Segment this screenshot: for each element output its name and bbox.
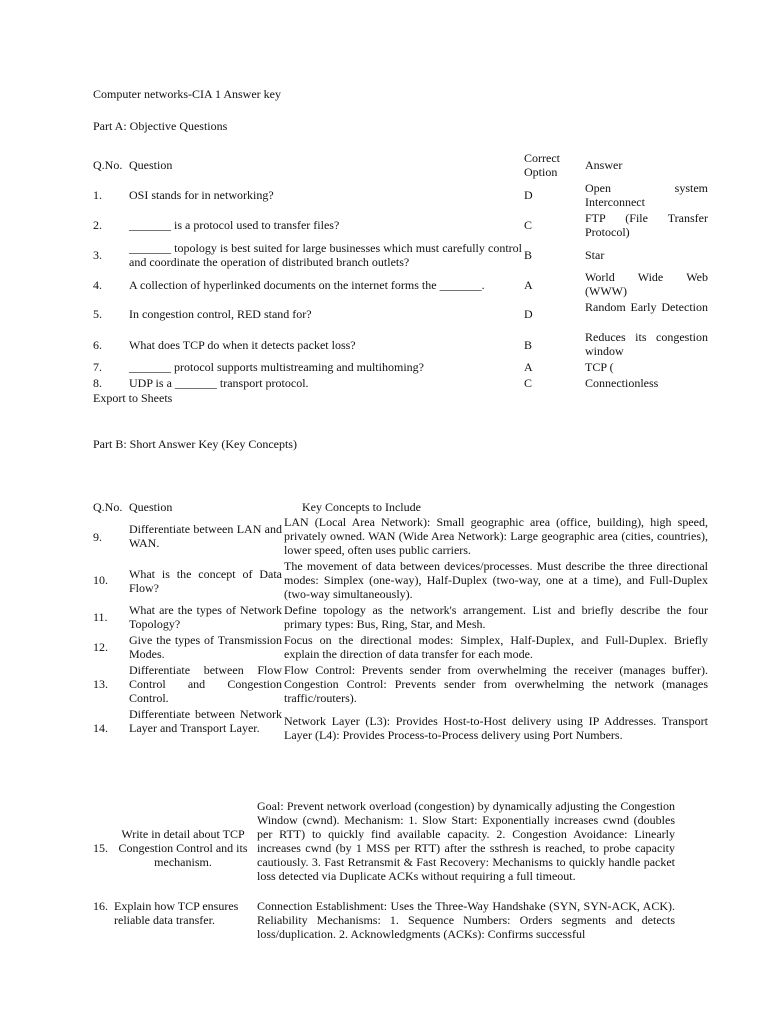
row-number: 7. bbox=[93, 360, 102, 374]
row-concepts: Connection Establishment: Uses the Three-Way Handshake (SYN, SYN-ACK, ACK). Reliability Mechanisms: 1. Sequence Numbers: Orders segments and detects loss/duplication. 2. Acknowledgments (ACKs): Confirms successful bbox=[257, 899, 675, 941]
part-a-header-option: Correct Option bbox=[524, 151, 560, 179]
row-concepts: Define topology as the network's arrangement. List and briefly describe the four primary types: Bus, Ring, Star, and Mesh. bbox=[284, 603, 708, 631]
row-question: OSI stands for in networking? bbox=[129, 188, 274, 202]
row-concepts: Flow Control: Prevents sender from overwhelming the receiver (manages buffer). Congestion Control: Prevents sender from overwhelming the network (manages traffic/routers). bbox=[284, 663, 708, 705]
row-number: 9. bbox=[93, 530, 102, 544]
row-number: 2. bbox=[93, 218, 102, 232]
row-option: D bbox=[524, 188, 533, 202]
row-option: C bbox=[524, 218, 533, 232]
row-option: C bbox=[524, 376, 533, 390]
row-question: A collection of hyperlinked documents on the internet forms the _______. bbox=[129, 278, 485, 292]
row-question: Differentiate between Flow Control and Congestion Control. bbox=[129, 663, 282, 705]
row-option: B bbox=[524, 338, 533, 352]
row-question: What does TCP do when it detects packet loss? bbox=[129, 338, 356, 352]
row-question: Give the types of Transmission Modes. bbox=[129, 633, 282, 661]
row-answer: World Wide Web (WWW) bbox=[585, 270, 708, 298]
row-concepts: LAN (Local Area Network): Small geographic area (office, building), high speed, privately owned. WAN (Wide Area Network): Large geographic area (cities, countries), lower speed, often uses public carriers. bbox=[284, 515, 708, 557]
row-question: Explain how TCP ensures reliable data transfer. bbox=[114, 899, 239, 927]
row-number: 11. bbox=[93, 610, 108, 624]
row-question: In congestion control, RED stand for? bbox=[129, 307, 312, 321]
row-number: 12. bbox=[93, 640, 108, 654]
row-question: Differentiate between Network Layer and Transport Layer. bbox=[129, 707, 282, 735]
row-answer: Random Early Detection bbox=[585, 300, 708, 314]
row-question: _______ protocol supports multistreaming and multihoming? bbox=[129, 360, 424, 374]
row-answer: Reduces its congestion window bbox=[585, 330, 708, 358]
row-question: What is the concept of Data Flow? bbox=[129, 567, 282, 595]
document-title: Computer networks-CIA 1 Answer key bbox=[93, 87, 281, 101]
row-number: 8. bbox=[93, 376, 102, 390]
row-number: 10. bbox=[93, 573, 108, 587]
row-option: A bbox=[524, 278, 533, 292]
row-number: 16. bbox=[93, 899, 108, 913]
row-answer: Open system Interconnect bbox=[585, 181, 708, 209]
row-question: _______ is a protocol used to transfer files? bbox=[129, 218, 340, 232]
row-question: Differentiate between LAN and WAN. bbox=[129, 522, 282, 550]
row-concepts: Goal: Prevent network overload (congestion) by dynamically adjusting the Congestion Window (cwnd). Mechanism: 1. Slow Start: Exponentially increases cwnd (doubles per RTT) to quickly find available capacity. 2. Congestion Avoidance: Linearly increases cwnd (by 1 MSS per RTT) after the ssthresh is reached, to probe capacity cautiously. 3. Fast Retransmit & Fast Recovery: Mechanisms to quickly handle packet loss detected via Duplicate ACKs without requiring a full timeout. bbox=[257, 799, 675, 883]
part-a-header-qno: Q.No. bbox=[93, 158, 123, 172]
row-number: 3. bbox=[93, 248, 102, 262]
row-option: D bbox=[524, 307, 533, 321]
row-question: UDP is a _______ transport protocol. bbox=[129, 376, 309, 390]
row-question: _______ topology is best suited for large businesses which must carefully control and coordinate the operation of distributed branch outlets? bbox=[129, 241, 522, 269]
row-option: B bbox=[524, 248, 533, 262]
part-b-heading: Part B: Short Answer Key (Key Concepts) bbox=[93, 437, 297, 451]
part-b-header-concepts: Key Concepts to Include bbox=[302, 500, 421, 514]
row-question: Write in detail about TCP Congestion Control and its mechanism. bbox=[118, 827, 248, 869]
part-a-header-answer: Answer bbox=[585, 158, 623, 172]
part-a-heading: Part A: Objective Questions bbox=[93, 119, 228, 133]
row-answer: Connectionless bbox=[585, 376, 659, 390]
row-number: 1. bbox=[93, 188, 102, 202]
export-to-sheets-link[interactable]: Export to Sheets bbox=[93, 391, 173, 405]
row-answer: FTP (File Transfer Protocol) bbox=[585, 211, 708, 239]
part-b-header-qno: Q.No. bbox=[93, 500, 123, 514]
row-number: 5. bbox=[93, 307, 102, 321]
row-number: 15. bbox=[93, 841, 108, 855]
part-b-header-question: Question bbox=[129, 500, 173, 514]
part-a-header-question: Question bbox=[129, 158, 173, 172]
row-concepts: Focus on the directional modes: Simplex, Half-Duplex, and Full-Duplex. Briefly explain the direction of data transfer for each mode. bbox=[284, 633, 708, 661]
row-concepts: The movement of data between devices/processes. Must describe the three directional modes: Simplex (one-way), Half-Duplex (two-way, one at a time), and Full-Duplex (two-way simultaneously). bbox=[284, 559, 708, 601]
row-answer: TCP ( bbox=[585, 360, 614, 374]
row-number: 4. bbox=[93, 278, 102, 292]
row-option: A bbox=[524, 360, 533, 374]
row-concepts: Network Layer (L3): Provides Host-to-Host delivery using IP Addresses. Transport Layer (L4): Provides Process-to-Process delivery using Port Numbers. bbox=[284, 714, 708, 742]
row-answer: Star bbox=[585, 248, 605, 262]
row-number: 13. bbox=[93, 677, 108, 691]
row-number: 6. bbox=[93, 338, 102, 352]
row-question: What are the types of Network Topology? bbox=[129, 603, 282, 631]
row-number: 14. bbox=[93, 721, 108, 735]
